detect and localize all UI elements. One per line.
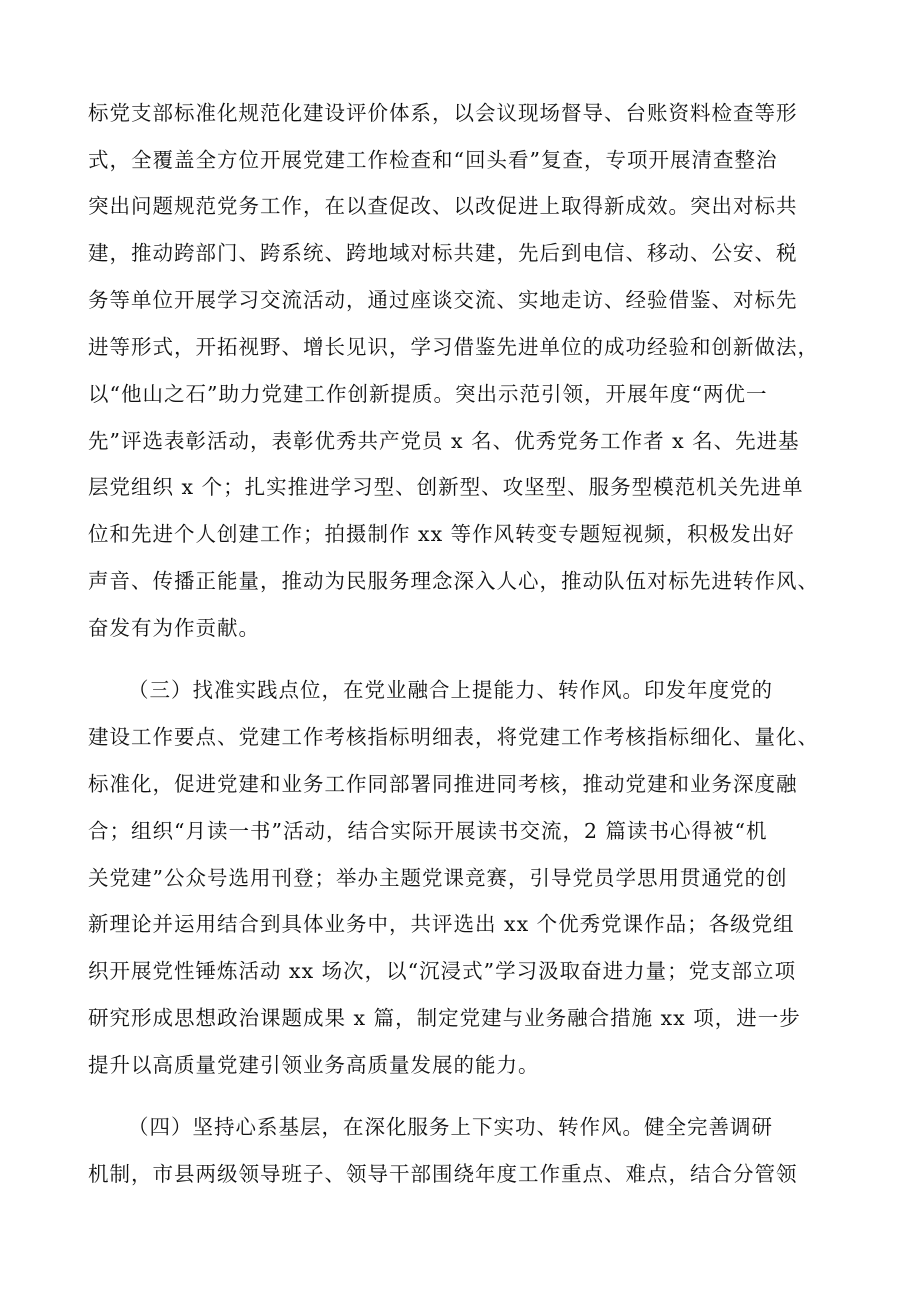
text-line: 奋发有为作贡献。	[88, 616, 260, 640]
text-line: 标准化，促进党建和业务工作同部署同推进同考核，推动党建和业务深度融	[88, 772, 798, 796]
text-line: 机制，市县两级领导班子、领导干部围绕年度工作重点、难点，结合分管领	[88, 1162, 798, 1186]
text-line: 提升以高质量党建引领业务高质量发展的能力。	[88, 1053, 540, 1077]
text-line: 层党组织 x 个；扎实推进学习型、创新型、攻坚型、服务型模范机关先进单	[88, 475, 804, 499]
text-line: 建，推动跨部门、跨系统、跨地域对标共建，先后到电信、移动、公安、税	[88, 241, 798, 265]
text-line: 织开展党性锤炼活动 xx 场次，以“沉浸式”学习汲取奋进力量；党支部立项	[88, 959, 797, 983]
text-line: 建设工作要点、党建工作考核指标明细表，将党建工作考核指标细化、量化、	[88, 725, 819, 749]
section-heading-line: （四）坚持心系基层，在深化服务上下实功、转作风。健全完善调研	[128, 1115, 773, 1139]
text-line: 声音、传播正能量，推动为民服务理念深入人心，推动队伍对标先进转作风、	[88, 569, 819, 593]
text-line: 突出问题规范党务工作，在以查促改、以改促进上取得新成效。突出对标共	[88, 194, 798, 218]
text-line: 新理论并运用结合到具体业务中，共评选出 xx 个优秀党课作品；各级党组	[88, 912, 795, 936]
text-line: 以“他山之石”助力党建工作创新提质。突出示范引领，开展年度“两优一	[88, 382, 768, 406]
text-line: 研究形成思想政治课题成果 x 篇，制定党建与业务融合措施 xx 项，进一步	[88, 1006, 801, 1030]
text-line: 标党支部标准化规范化建设评价体系，以会议现场督导、台账资料检查等形	[88, 101, 798, 125]
section-heading-line: （三）找准实践点位，在党业融合上提能力、转作风。印发年度党的	[128, 678, 773, 702]
text-line: 关党建”公众号选用刊登；举办主题党课竞赛，引导党员学思用贯通党的创	[88, 866, 788, 890]
text-line: 先”评选表彰活动，表彰优秀共产党员 x 名、优秀党务工作者 x 名、先进基	[88, 429, 800, 453]
text-line: 进等形式，开拓视野、增长见识，学习借鉴先进单位的成功经验和创新做法，	[88, 335, 819, 359]
text-line: 务等单位开展学习交流活动，通过座谈交流、实地走访、经验借鉴、对标先	[88, 288, 798, 312]
text-line: 合；组织“月读一书”活动，结合实际开展读书交流，2 篇读书心得被“机	[88, 819, 768, 843]
text-line: 式，全覆盖全方位开展党建工作检查和“回头看”复查，专项开展清查整治	[88, 148, 778, 172]
text-line: 位和先进个人创建工作；拍摄制作 xx 等作风转变专题短视频，积极发出好	[88, 522, 795, 546]
